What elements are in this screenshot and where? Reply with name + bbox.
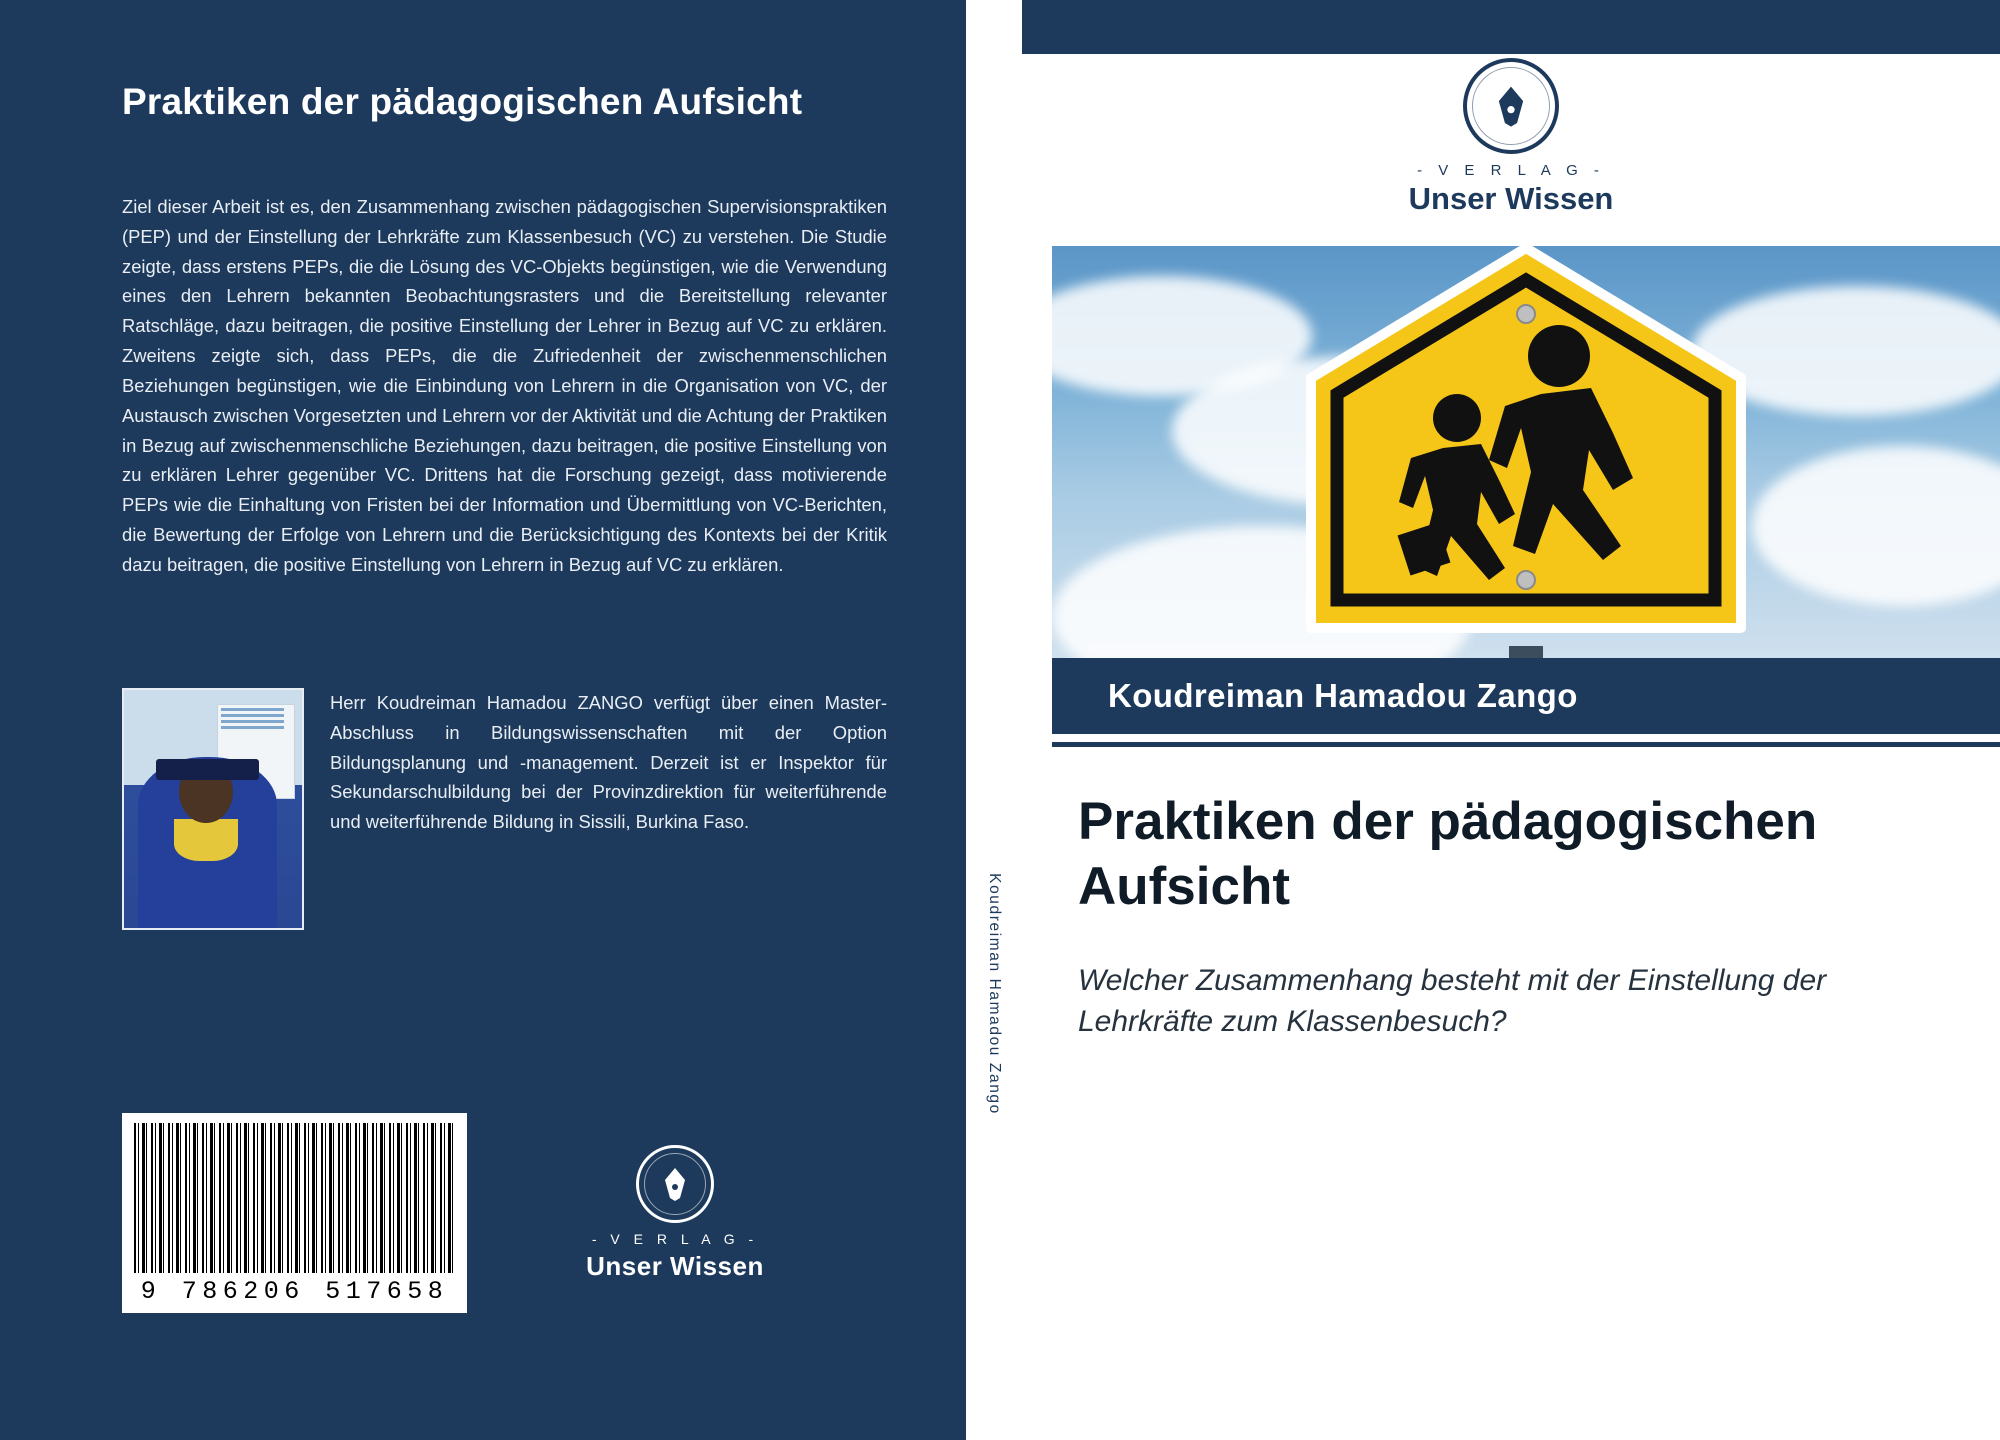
photo-person-hat (156, 759, 259, 780)
front-divider (1052, 742, 2000, 747)
front-cover (1022, 0, 2000, 1440)
cover-photograph (1052, 246, 2000, 658)
back-publisher-logo (575, 1145, 775, 1282)
back-cover (0, 0, 966, 1440)
barcode-digits: 9 786206 517658 (140, 1277, 449, 1306)
photo-person-collar (174, 819, 238, 862)
publisher-name: Unser Wissen (1408, 181, 1614, 216)
back-cover-title: Praktiken der pädagogischen Aufsicht (122, 81, 803, 122)
front-cover-subtitle: Welcher Zusammenhang besteht mit der Einstellung der Lehrkräfte zum Klassenbesuch? (1078, 964, 1827, 1039)
front-author-bar: Koudreiman Hamadou Zango (1052, 658, 2000, 734)
publisher-nib-icon (1463, 58, 1559, 154)
author-bio: Herr Koudreiman Hamadou ZANGO verfügt über einen Master-Abschluss in Bildungswissenschaften mit der Option Bildungsplanung und -management. Derzeit ist er Inspektor für Sekundarschulbildung bei der Provinzdirektion für weiterführende und weiterführende Bildung in Sissili, Burkina Faso. (330, 692, 887, 833)
publisher-nib-icon (636, 1145, 714, 1223)
spine-author: Koudreiman Hamadou Zango (986, 873, 1003, 1115)
nib-glyph (1494, 85, 1528, 127)
publisher-name: Unser Wissen (586, 1251, 764, 1281)
front-top-bar (1022, 0, 2000, 54)
publisher-verlag-label: - V E R L A G - (591, 1231, 759, 1247)
front-publisher-logo (1022, 58, 2000, 217)
pedestrian-crossing-sign-icon (1291, 246, 1761, 658)
isbn-barcode (122, 1113, 467, 1313)
book-spine (966, 0, 1022, 1440)
author-block (122, 688, 887, 930)
nib-glyph (661, 1167, 689, 1201)
author-photo (122, 688, 304, 930)
publisher-verlag-label: - V E R L A G - (1417, 162, 1605, 179)
barcode-bars (134, 1123, 455, 1273)
back-cover-abstract: Ziel dieser Arbeit ist es, den Zusammenhang zwischen pädagogischen Supervisionspraktiken (PEP) und der Einstellung der Lehrkräfte zum Klassenbesuch (VC) zu verstehen. Die Studie zeigte, dass erstens PEPs, die die Lösung des VC-Objekts begünstigen, wie die Verwendung eines den Lehrern bekannten Beobachtungsrasters und die Bereitstellung relevanter Ratschläge, dazu beitragen, die positive Einstellung der Lehrer in Bezug auf VC zu erklären. Zweitens zeigte sich, dass PEPs, die die Zufriedenheit der zwischenmenschlichen Beziehungen begünstigen, wie die Einbindung von Lehrern in die Organisation von VC, der Austausch zwischen Vorgesetzten und Lehrern vor der Aktivität und die Achtung der Praktiken in Bezug auf zwischenmenschliche Beziehungen, dazu beitragen, die positive Einstellung von zu erklären Lehrer gegenüber VC. Drittens hat die Forschung gezeigt, dass motivierende PEPs wie die Einhaltung von Fristen bei der Information und Übermittlung von VC-Berichten, die Bewertung der Erfolge von Lehrern und die Berücksichtigung des Kontexts bei der Kritik dazu beitragen, die positive Einstellung von Lehrern in Bezug auf VC zu erklären. (122, 196, 887, 575)
front-cover-title: Praktiken der pädagogischen Aufsicht (1078, 792, 1818, 916)
